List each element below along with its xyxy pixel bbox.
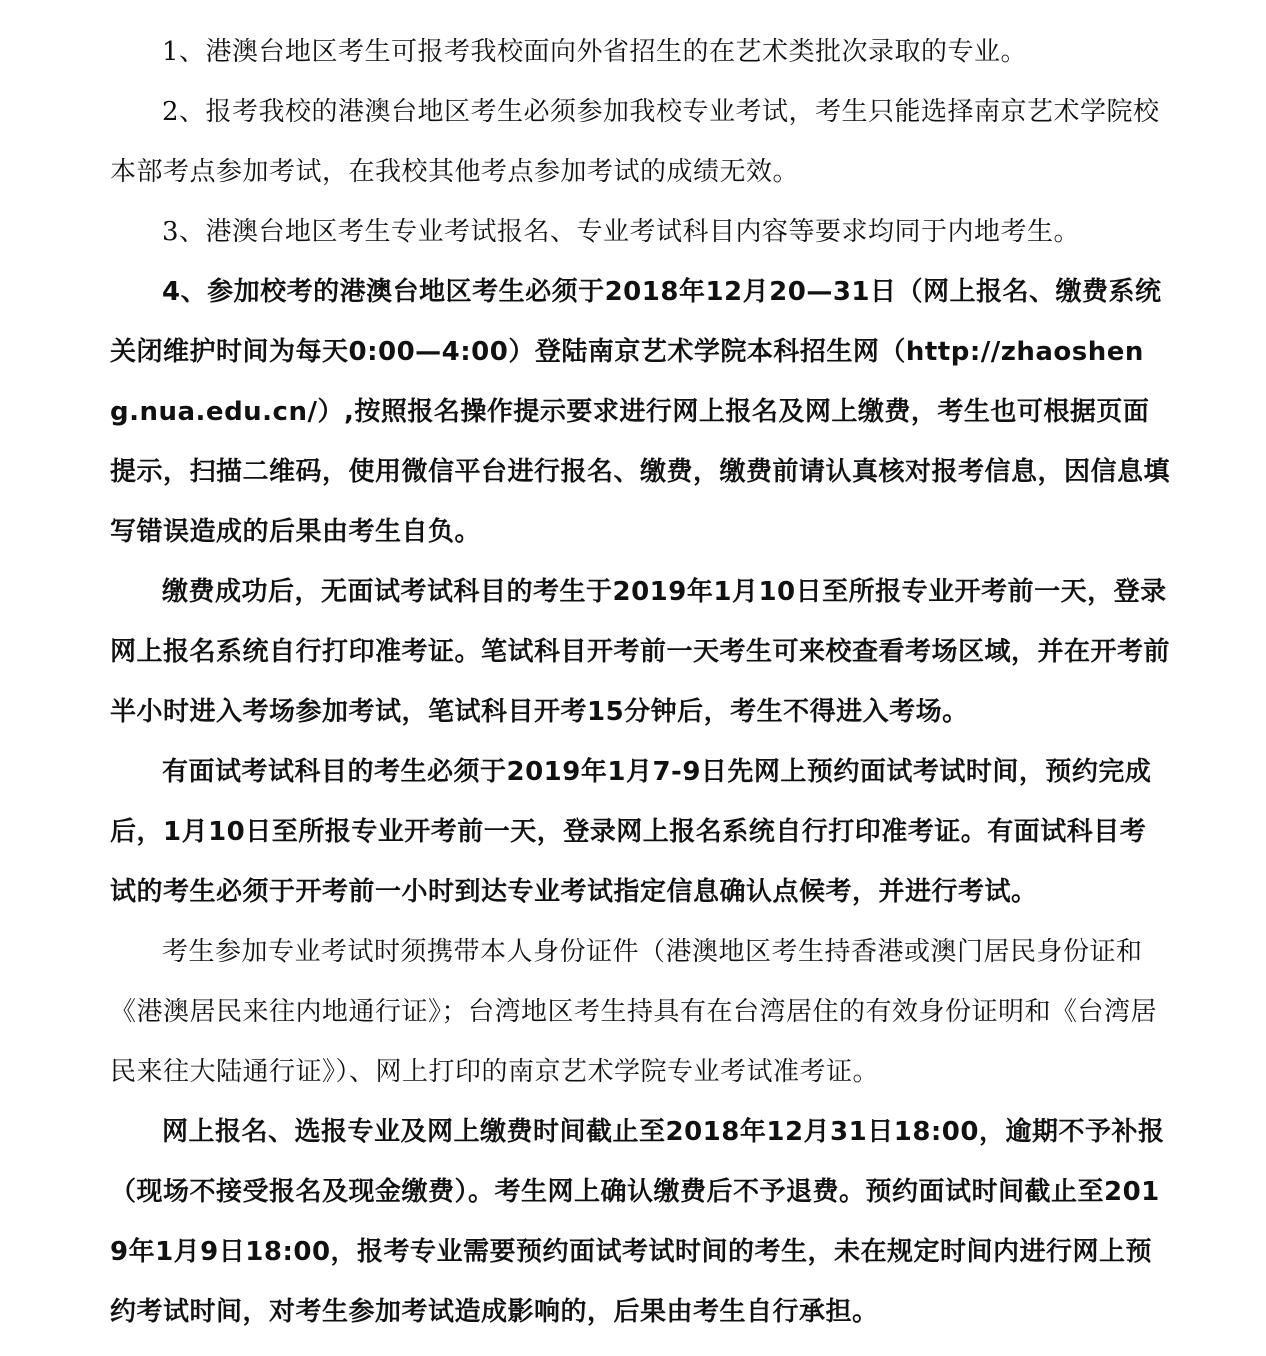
paragraph-4: 4、参加校考的港澳台地区考生必须于2018年12月20—31日（网上报名、缴费系统关闭维护时间为每天0:00—4:00）登陆南京艺术学院本科招生网（http://zhaosheng.nua.edu.cn/）,按照报名操作提示要求进行网上报名及网上缴费，考生也可根据页面提示，扫描二维码，使用微信平台进行报名、缴费，缴费前请认真核对报考信息，因信息填写错误造成的后果由考生自负。 <box>110 277 1171 547</box>
paragraph-2: 2、报考我校的港澳台地区考生必须参加我校专业考试，考生只能选择南京艺术学院校本部考点参加考试，在我校其他考点参加考试的成绩无效。 <box>110 97 1160 187</box>
paragraph-8: 网上报名、选报专业及网上缴费时间截止至2018年12月31日18:00，逾期不予补报（现场不接受报名及现金缴费）。考生网上确认缴费后不予退费。预约面试时间截止至2019年1月9日18:00，报考专业需要预约面试考试时间的考生，未在规定时间内进行网上预约考试时间，对考生参加考试造成影响的，后果由考生自行承担。 <box>110 1117 1165 1327</box>
document-page <box>110 22 1172 1342</box>
paragraph-7: 考生参加专业考试时须携带本人身份证件（港澳地区考生持香港或澳门居民身份证和《港澳居民来往内地通行证》；台湾地区考生持具有在台湾居住的有效身份证明和《台湾居民来往大陆通行证》）、网上打印的南京艺术学院专业考试准考证。 <box>110 937 1158 1087</box>
paragraph-3: 3、港澳台地区考生专业考试报名、专业考试科目内容等要求均同于内地考生。 <box>162 217 1081 247</box>
paragraph-5: 缴费成功后，无面试考试科目的考生于2019年1月10日至所报专业开考前一天，登录网上报名系统自行打印准考证。笔试科目开考前一天考生可来校查看考场区域，并在开考前半小时进入考场参加考试，笔试科目开考15分钟后，考生不得进入考场。 <box>110 577 1171 727</box>
paragraph-1: 1、港澳台地区考生可报考我校面向外省招生的在艺术类批次录取的专业。 <box>162 37 1028 67</box>
paragraph-6: 有面试考试科目的考生必须于2019年1月7-9日先网上预约面试考试时间，预约完成后，1月10日至所报专业开考前一天，登录网上报名系统自行打印准考证。有面试科目考试的考生必须于开考前一小时到达专业考试指定信息确认点候考，并进行考试。 <box>110 757 1152 907</box>
